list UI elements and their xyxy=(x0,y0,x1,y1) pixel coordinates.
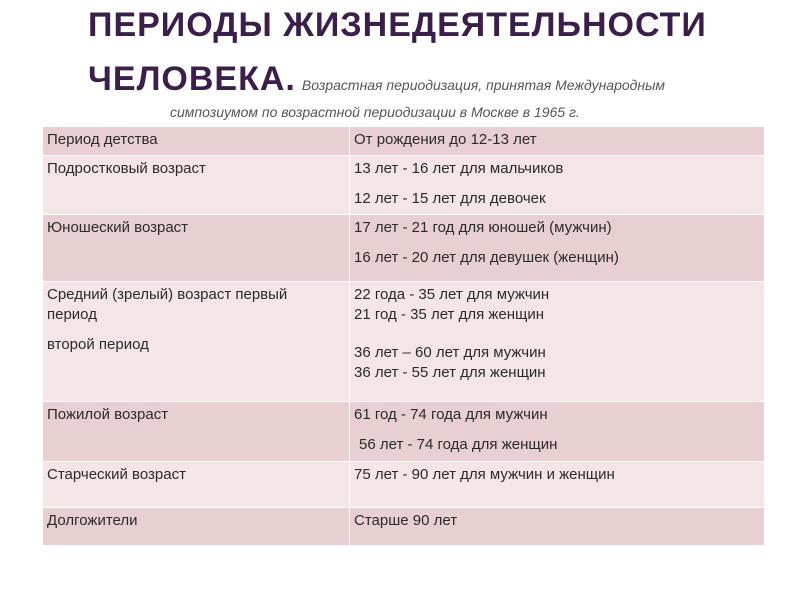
period-cell: Период детства xyxy=(43,127,350,156)
subtitle-line1: Возрастная периодизация, принятая Международным xyxy=(301,77,666,93)
table-row xyxy=(43,508,765,546)
table-row xyxy=(43,127,765,156)
ages-cell: Старше 90 лет xyxy=(350,508,765,546)
ages-cell: 17 лет - 21 год для юношей (мужчин) 16 лет - 20 лет для девушек (женщин) xyxy=(350,215,765,282)
table-row xyxy=(43,215,765,282)
subtitle-line2: симпозиумом по возрастной периодизации в Москве в 1965 г. xyxy=(170,104,580,120)
ages-cell: 13 лет - 16 лет для мальчиков 12 лет - 15 лет для девочек xyxy=(350,156,765,215)
page-title-word: ЧЕЛОВЕКА. xyxy=(88,60,296,98)
period-cell: Юношеский возраст xyxy=(43,215,350,282)
period-cell: Подростковый возраст xyxy=(43,156,350,215)
table-row xyxy=(43,156,765,215)
ages-cell: 22 года - 35 лет для мужчин 21 год - 35 лет для женщин 36 лет – 60 лет для мужчин 36 лет - 55 лет для женщин xyxy=(350,282,765,402)
page-title-line1: ПЕРИОДЫ ЖИЗНЕДЕЯТЕЛЬНОСТИ xyxy=(88,6,707,44)
ages-cell: 61 год - 74 года для мужчин 56 лет - 74 года для женщин xyxy=(350,402,765,462)
ages-cell: 75 лет - 90 лет для мужчин и женщин xyxy=(350,462,765,508)
page-title-line2 xyxy=(88,60,665,99)
period-cell: Пожилой возраст xyxy=(43,402,350,462)
period-cell: Средний (зрелый) возраст первый период второй период xyxy=(43,282,350,402)
table-row xyxy=(43,402,765,462)
period-cell: Долгожители xyxy=(43,508,350,546)
table-row xyxy=(43,462,765,508)
period-cell: Старческий возраст xyxy=(43,462,350,508)
table-row xyxy=(43,282,765,402)
ages-cell: От рождения до 12-13 лет xyxy=(350,127,765,156)
age-periods-table xyxy=(42,126,765,546)
